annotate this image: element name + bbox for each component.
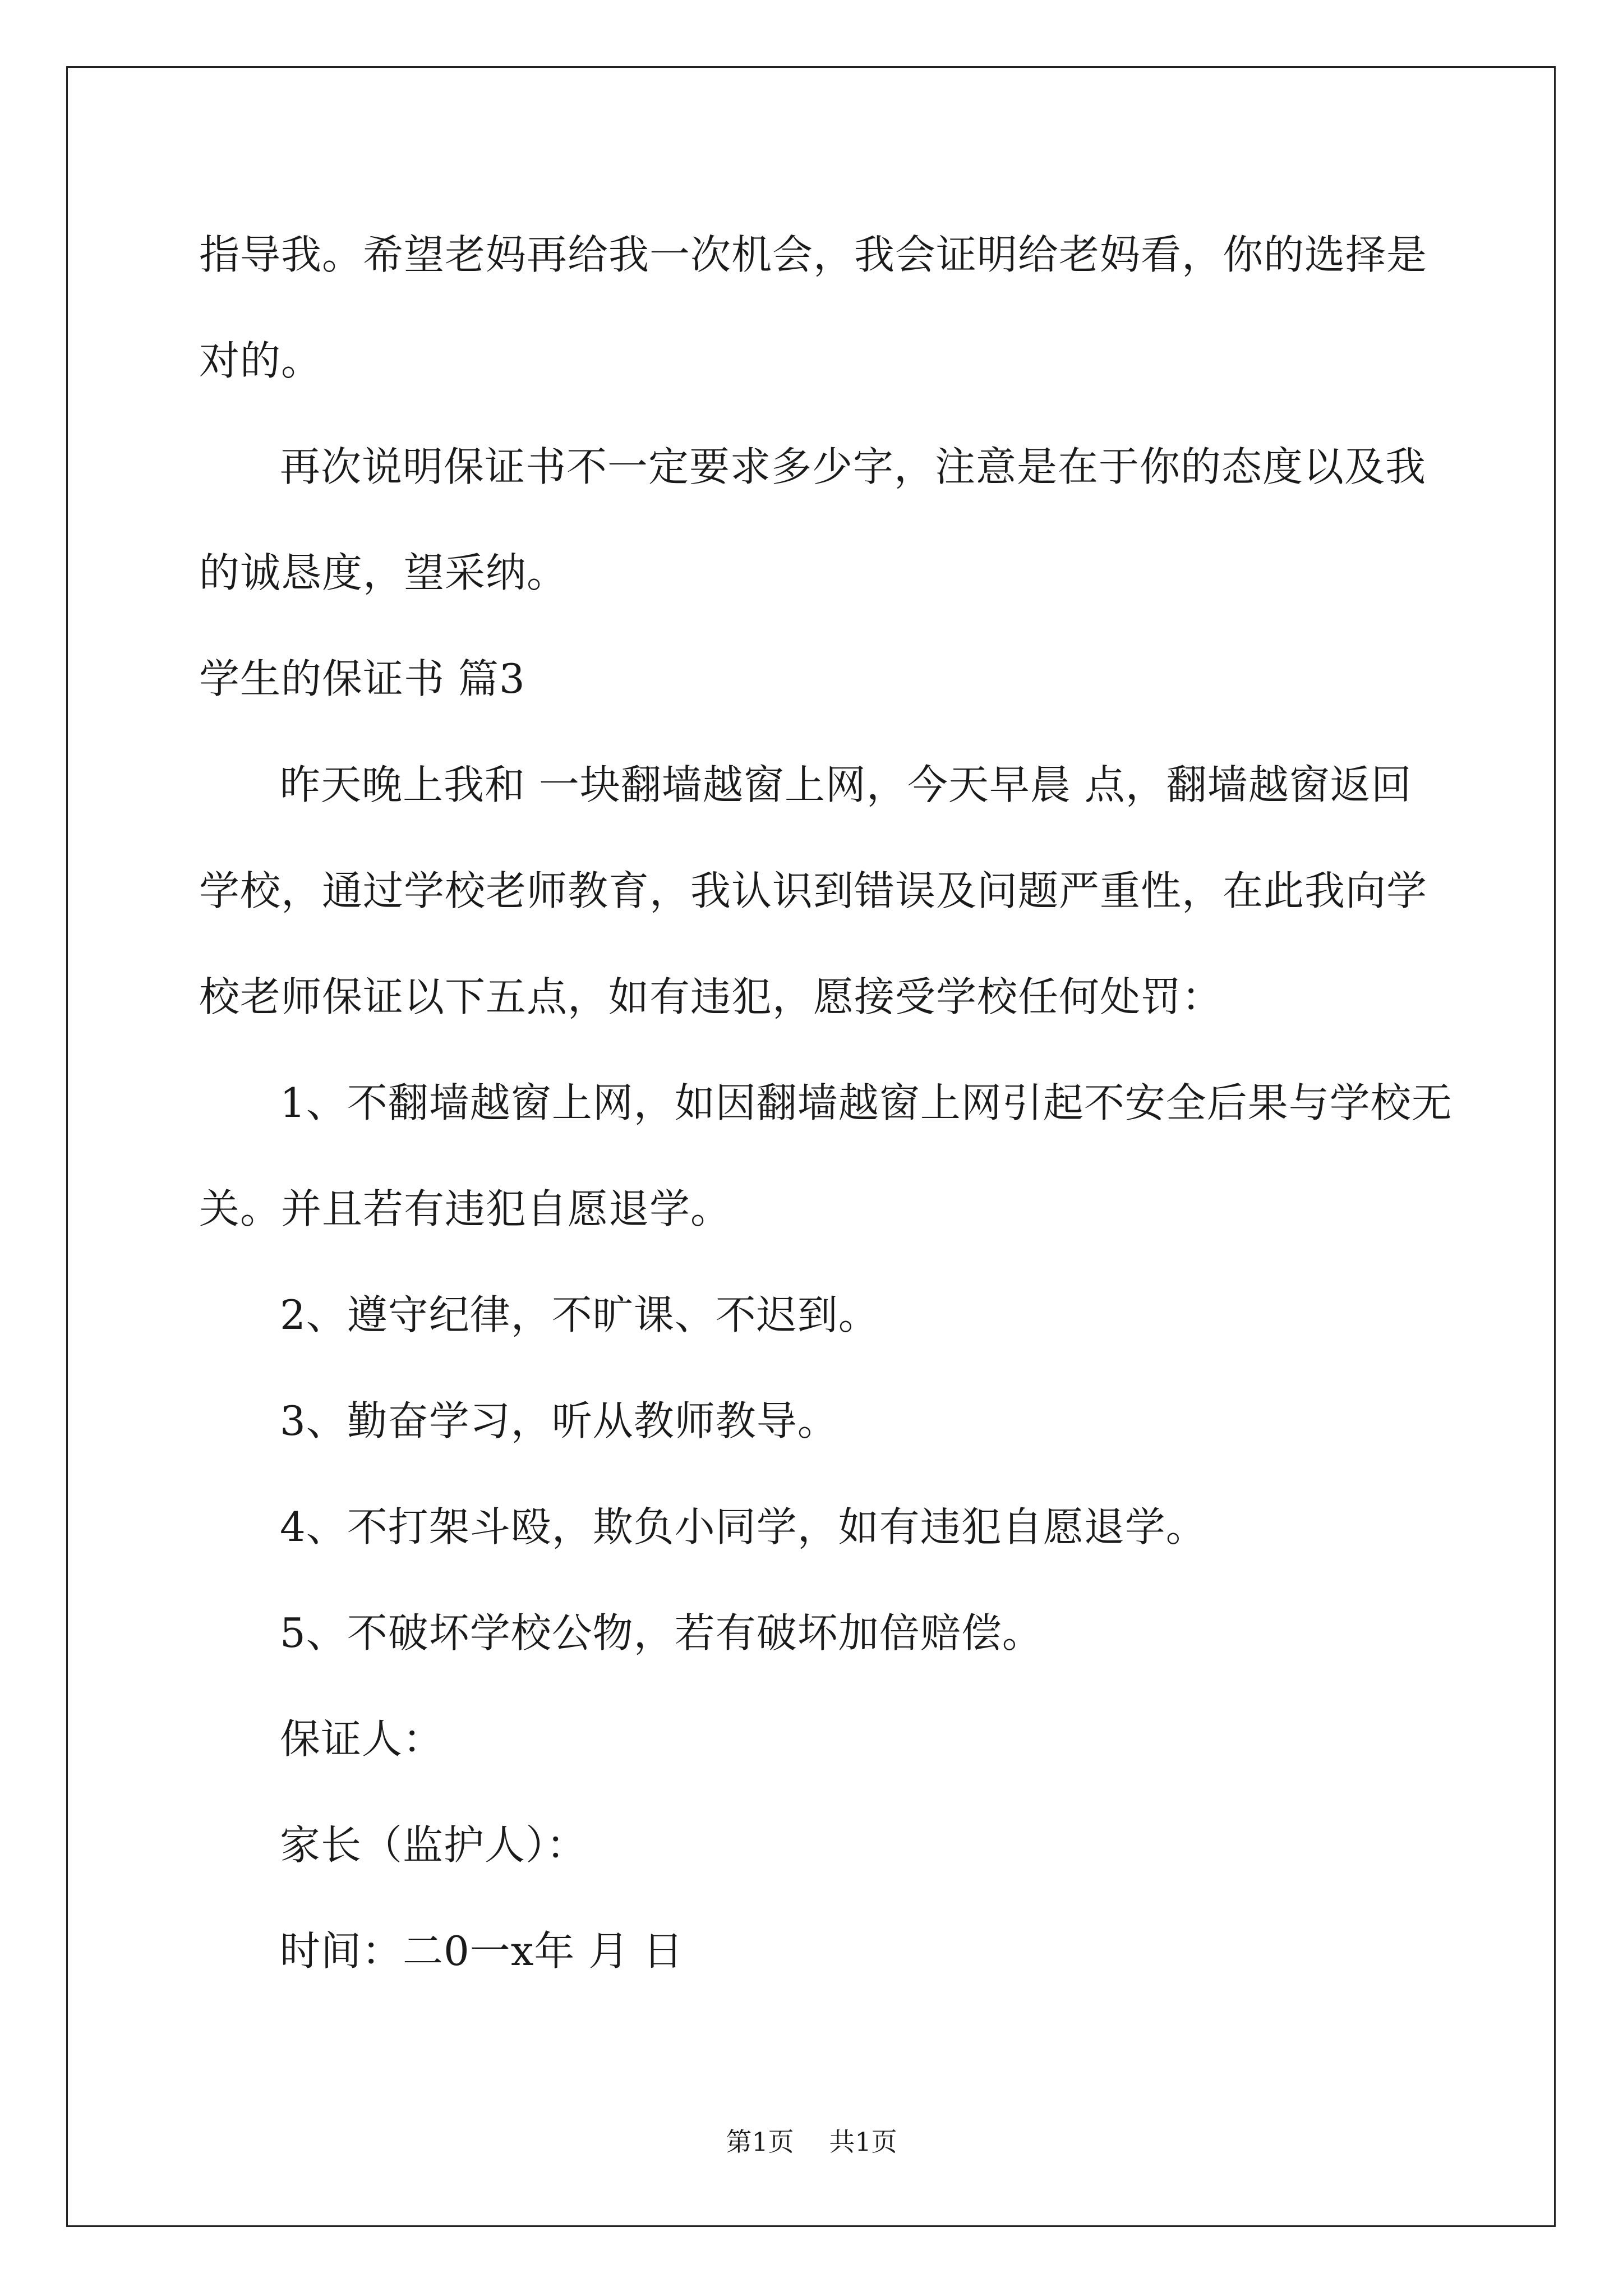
list-item-line: 5、不破坏学校公物，若有破坏加倍赔偿。 (280, 1609, 1043, 1657)
text-line: 指导我。希望老妈再给我一次机会，我会证明给老妈看，你的选择是 (199, 231, 1428, 278)
list-item-line: 3、勤奋学习，听从教师教导。 (280, 1397, 838, 1444)
date-line: 时间：二0一x年 月 日 (280, 1927, 684, 1975)
document-body (199, 202, 1453, 2004)
list-item-line: 1、不翻墙越窗上网，如因翻墙越窗上网引起不安全后果与学校无 (280, 1079, 1453, 1126)
page-total: 共1页 (829, 2127, 897, 2157)
text-line: 学校，通过学校老师教育，我认识到错误及问题严重性，在此我向学 (199, 867, 1428, 914)
text-line: 昨天晚上我和 一块翻墙越窗上网，今天早晨 点，翻墙越窗返回 (280, 761, 1412, 808)
list-item-line: 关。并且若有违犯自愿退学。 (199, 1185, 732, 1232)
text-line: 的诚恳度，望采纳。 (199, 549, 568, 596)
section-heading: 学生的保证书 篇3 (199, 655, 525, 702)
text-line: 再次说明保证书不一定要求多少字，注意是在于你的态度以及我 (280, 443, 1427, 490)
signature-line: 保证人： (280, 1715, 444, 1763)
list-item-line: 4、不打架斗殴，欺负小同学，如有违犯自愿退学。 (280, 1503, 1207, 1550)
page-footer (0, 2125, 1623, 2159)
list-item-line: 2、遵守纪律，不旷课、不迟到。 (280, 1291, 879, 1338)
text-line: 校老师保证以下五点，如有违犯，愿接受学校任何处罚： (199, 973, 1223, 1020)
page-number: 第1页 (726, 2127, 794, 2157)
guardian-line: 家长（监护人）： (280, 1821, 588, 1869)
text-line: 对的。 (199, 337, 322, 384)
